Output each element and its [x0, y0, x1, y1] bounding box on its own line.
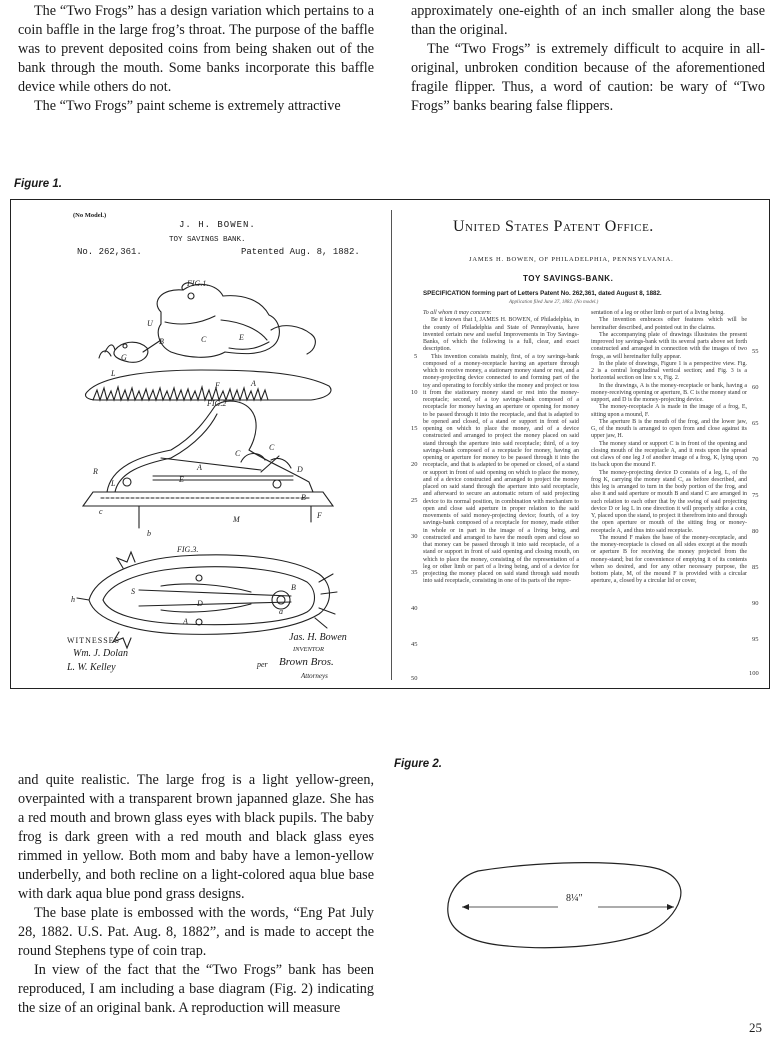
- patent-paragraph: The money-receptacle A is made in the image of a frog, E, sitting upon a mound, F.: [591, 404, 747, 418]
- line-number: 80: [752, 528, 759, 535]
- article-paragraph: The base plate is embossed with the words, “Eng Pat July 28, 1882. U.S. Pat. Aug. 8, 1882”, and is made to accept the round Stephens type of coin trap.: [18, 905, 374, 959]
- ref-letter: C: [235, 449, 241, 458]
- figure1-divider: [391, 210, 392, 680]
- patent-title: TOY SAVINGS-BANK.: [523, 274, 614, 283]
- line-number: 10: [411, 389, 418, 396]
- article-paragraph: approximately one-eighth of an inch smaller along the base than the original.: [411, 3, 765, 38]
- inventor-signature: Jas. H. Bowen: [289, 632, 347, 643]
- figure2-base-diagram: [438, 855, 688, 955]
- fig2-section-illustration: [83, 401, 333, 528]
- patent-paragraph: This invention consists mainly, first, of a toy savings-bank composed of a money-receptacle having an aperture through which to receive money, a stationary money stand or rest, and a money-projecting device connected to and forming part of the toy and operating to forcibly strike the money and project or toss it from the stationary money stand or rest into the money-receptacle; second, of a toy savings-bank composed of a receptacle for money having an aperture or opening for money to be passed through it into the receptacle, and that is adapted to be opened and closed, of a stand or support in front of said opening on which to place the money, and of a device constructed and arranged to project the money placed on said stand through the aperture into said receptacle; third, of a toy savings-bank composed of a receptacle for money, having an opening or aperture for money to be passed through it into the receptacle, and that is adapted to be opened or closed, of a stand or support in front of said opening on which to place the money, and of a device constructed and arranged to project the money placed on said stand through the aperture into said receptacle, and afterward to secure an automatic return of said projecting device to its normal position, in combination with mechanism to open and close said aperture in proper relation to the said movements of said money-projecting device; fourth, of a toy savings-bank composed of a receptacle for money, made either in whole or in part in the image of a living being, and constructed and arranged to have the mouth open and close so that money can be passed through it into said receptacle, of a stand or support in front of said opening and closing mouth, on which to place the money, consisting of the representation of a leg or other limb or part of a living being, and of a device for projecting the money placed on said stand through said mouth into said receptacle, consisting in one of its parts of the repre-: [423, 353, 579, 585]
- ref-letter: c: [99, 507, 103, 516]
- page-number: 25: [749, 1020, 762, 1035]
- line-number: 20: [411, 461, 418, 468]
- article-column-bottom-left: [18, 771, 374, 1018]
- figure1-patent: [10, 199, 770, 689]
- ref-letter: M: [233, 515, 240, 524]
- ref-letter: L: [111, 479, 116, 488]
- fig1-frogs-illustration: [85, 283, 331, 400]
- patent-name-line: JAMES H. BOWEN, OF PHILADELPHIA, PENNSYLVANIA.: [469, 256, 674, 263]
- attorney-signature: Brown Bros.: [279, 656, 334, 668]
- ref-letter: C: [201, 335, 207, 344]
- ref-letter: E: [179, 475, 184, 484]
- fig2-label: FIG.2: [207, 399, 227, 408]
- ref-letter: B: [291, 583, 296, 592]
- ref-letter: D: [297, 465, 303, 474]
- ref-letter: B: [301, 493, 306, 502]
- line-number: 55: [752, 348, 759, 355]
- patent-paragraph: sentation of a leg or other limb or part of a living being.: [591, 310, 725, 316]
- ref-letter: U: [147, 319, 153, 328]
- line-number: 75: [752, 492, 759, 499]
- witness-signature: L. W. Kelley: [67, 662, 116, 673]
- article-paragraph: and quite realistic. The large frog is a light yellow-green, overpainted with a transparent brown japanned glaze. She has a red mouth and brown glass eyes with black pupils. The baby frog is dark green with a red mouth and black glass eyes rimmed in yellow. Both mom and baby have a lemon-yellow underbelly, and both recline on a light-colored aqua blue base with dark aqua blue pond grass designs.: [18, 772, 374, 902]
- ref-letter: L: [111, 369, 116, 378]
- ref-letter: S: [131, 587, 135, 596]
- fig3-label: FIG.3.: [177, 545, 199, 554]
- patent-paragraph: The invention embraces other features which will be hereinafter described, and pointed out in the claims.: [591, 317, 747, 331]
- line-number: 5: [414, 353, 418, 360]
- line-number: 100: [749, 670, 759, 677]
- drawing-number: No. 262,361.: [77, 247, 142, 257]
- per-label: per: [257, 660, 268, 669]
- patent-paragraph: The money-projecting device D consists of a leg, L, of the frog K, carrying the money stand C, as before described, and this leg is arranged to turn in the body portion of the frog, and also it and said aperture or mouth B and stand C are arranged in such relation to each other that by the swing of said projecting device D or leg L in one direction it will properly strike a coin, Y, placed upon the stand, to project it therefrom into and through the open aperture or mouth of the sitting frog or money-receptacle A, and thus into said receptacle.: [591, 469, 747, 534]
- line-number: 60: [752, 384, 759, 391]
- ref-letter: F: [317, 511, 322, 520]
- ref-letter: F: [215, 381, 220, 390]
- figure2-caption: Figure 2.: [394, 758, 442, 770]
- line-number: 45: [411, 641, 418, 648]
- witness-signature: Wm. J. Dolan: [73, 648, 128, 659]
- drawing-patented-date: Patented Aug. 8, 1882.: [241, 247, 360, 257]
- ref-letter: B: [159, 337, 164, 346]
- ref-letter: h: [71, 595, 75, 604]
- line-number: 15: [411, 425, 418, 432]
- ref-letter: a: [279, 607, 283, 616]
- dimension-label: 8¼″: [566, 893, 583, 904]
- article-paragraph: The “Two Frogs” has a design variation which pertains to a coin baffle in the large frog’s throat. The purpose of the baffle was to prevent deposited coins from being shaken out of the bank through the mouth. Some banks incorporate this baffle device while others do not.: [18, 3, 374, 95]
- line-number: 30: [411, 533, 418, 540]
- line-number: 40: [411, 605, 418, 612]
- patent-text-left-column: [423, 310, 579, 586]
- ref-letter: A: [183, 617, 188, 626]
- ref-letter: C: [269, 443, 275, 452]
- line-number: 65: [752, 420, 759, 427]
- ref-letter: b: [147, 529, 151, 538]
- line-number: 70: [752, 456, 759, 463]
- ref-letter: G: [121, 353, 127, 362]
- patent-text-right-column: [591, 310, 747, 586]
- patent-paragraph: The mound F makes the base of the money-receptacle, and the money-receptacle is closed on all sides except at the mouth or aperture B for receiving the money projected from the money-stand; but for convenience of emptying it of its contents when so desired, and for any other necessary purpose, the bottom plate, M, of the mound F is provided with a circular aperture, a, closed by a circular lid or cover,: [591, 534, 747, 585]
- patent-paragraph: The aperture B is the mouth of the frog, and the lower jaw, G, of the mouth is arranged to open from and close against its upper jaw, H.: [591, 418, 747, 440]
- patent-drawing-svg: [11, 260, 391, 690]
- line-number: 85: [752, 564, 759, 571]
- patent-spec-line: SPECIFICATION forming part of Letters Patent No. 262,361, dated August 8, 1882.: [423, 290, 662, 297]
- ref-letter: A: [197, 463, 202, 472]
- line-number: 50: [411, 675, 418, 682]
- base-outline-svg: [438, 855, 688, 955]
- no-model-note: (No Model.): [73, 212, 107, 219]
- ref-letter: E: [239, 333, 244, 342]
- article-paragraph: In view of the fact that the “Two Frogs” bank has been reproduced, I am including a base diagram (Fig. 2) indicating the size of an original bank. A reproduction will measure: [18, 962, 374, 1016]
- article-column-top-right: [411, 2, 765, 116]
- fig1-label: FIG.1.: [187, 279, 209, 288]
- patent-paragraph: The accompanying plate of drawings illustrates the present improved toy savings-bank with its several parts above set forth constructed and arranged in connection with the images of two frogs, as will hereinafter fully appear.: [591, 331, 747, 360]
- patent-application-line: Application filed June 27, 1882. (No model.): [509, 300, 599, 305]
- patent-office-heading: United States Patent Office.: [453, 218, 654, 235]
- witnesses-label: WITNESSES: [67, 636, 120, 645]
- drawing-title: TOY SAVINGS BANK.: [169, 236, 246, 244]
- article-column-top-left: [18, 2, 374, 116]
- line-number: 95: [752, 636, 759, 643]
- figure1-caption: Figure 1.: [14, 178, 62, 190]
- article-paragraph: The “Two Frogs” paint scheme is extremely attractive: [34, 98, 341, 114]
- inventor-label: INVENTOR: [293, 646, 324, 653]
- patent-paragraph: Be it known that I, JAMES H. BOWEN, of Philadelphia, in the county of Philadelphia and State of Pennsylvania, have invented certain new and useful Improvements in Toy Savings-Banks, of which the following is a full, clear, and exact description.: [423, 317, 579, 353]
- drawing-inventor: J. H. BOWEN.: [179, 220, 256, 230]
- article-paragraph: The “Two Frogs” is extremely difficult to acquire in all-original, unbroken condition because of the aforementioned fragile flipper. Thus, a word of caution: be wary of “Two Frogs” banks bearing false flippers.: [411, 41, 765, 114]
- line-number: 90: [752, 600, 759, 607]
- line-number: 25: [411, 497, 418, 504]
- attorneys-label: Attorneys: [301, 672, 328, 680]
- patent-paragraph: The money stand or support C is in front of the opening and closing mouth of the receptacle A, and it rests upon the spread out claws of one leg J of another image of a frog, K, lying upon its back upon the mound F.: [591, 440, 747, 469]
- line-number: 35: [411, 569, 418, 576]
- patent-salutation: To all whom it may concern:: [423, 310, 492, 316]
- patent-paragraph: In the plate of drawings, Figure 1 is a perspective view. Fig. 2 is a central longitudinal vertical section; and Fig. 3 is a horizontal section on line x x, Fig. 2.: [591, 360, 747, 382]
- patent-paragraph: In the drawings, A is the money-receptacle or bank, having a money-receiving opening or aperture, B. C is the money stand or support, and D is the money-projecting device.: [591, 382, 747, 403]
- ref-letter: R: [93, 467, 98, 476]
- ref-letter: D: [197, 599, 203, 608]
- ref-letter: A: [251, 379, 256, 388]
